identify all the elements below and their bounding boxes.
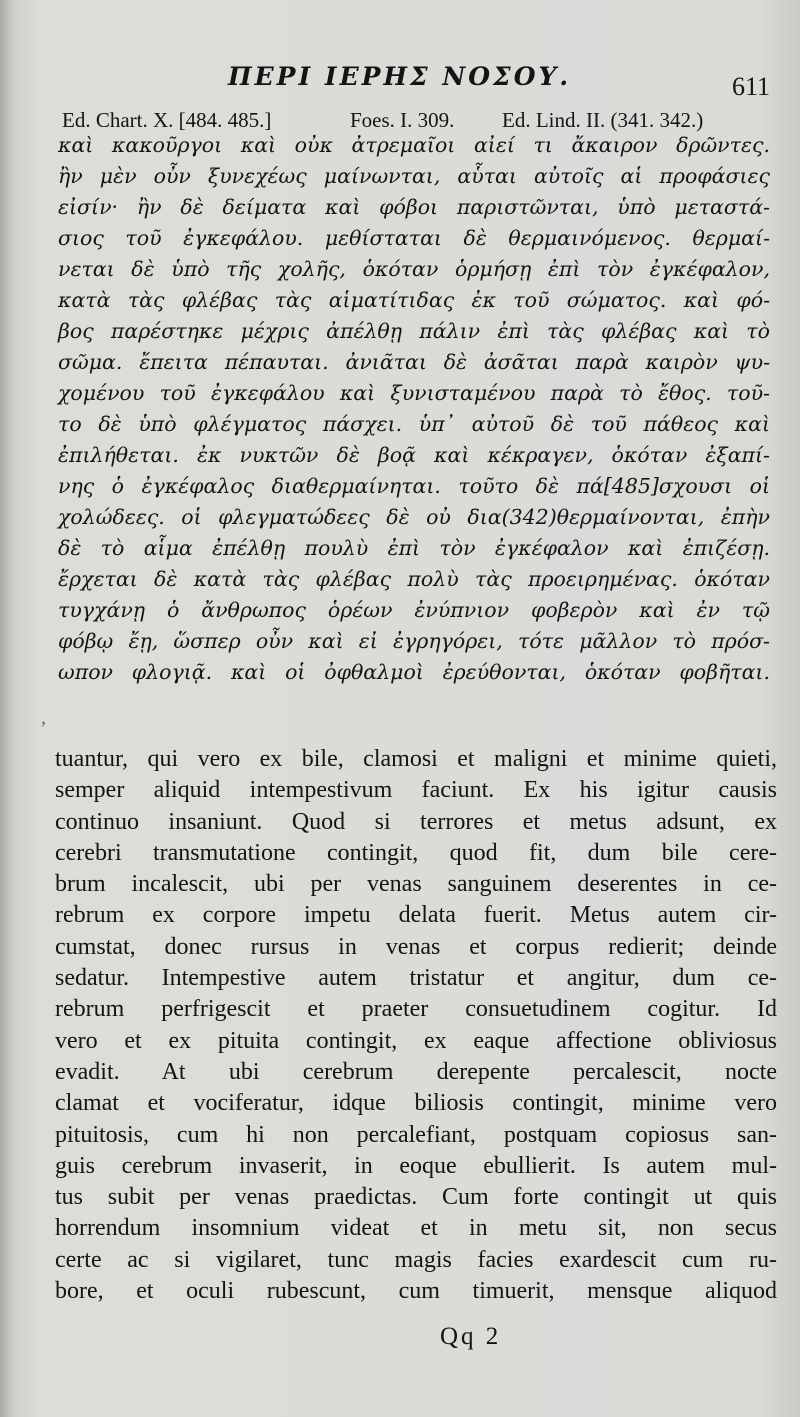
latin-text-line: rebrum ex corpore impetu delata fuerit. Metus autem cir- [55, 902, 777, 929]
greek-text-line: τυγχάνῃ ὁ ἄνθρωπος ὁρέων ἐνύπνιον φοβερὸν καὶ ἐν τῷ [58, 598, 770, 622]
latin-text-line: guis cerebrum invaserit, in eoque ebullierit. Is autem mul- [55, 1152, 777, 1179]
greek-text-line: χομένου τοῦ ἐγκεφάλου καὶ ξυνισταμένου παρὰ τὸ ἔθος. τοῦ- [58, 381, 770, 405]
latin-text-line: pituitosis, cum hi non percalefiant, postquam copiosus san- [55, 1121, 777, 1148]
latin-text-line: vero et ex pituita contingit, ex eaque affectione obliviosus [55, 1027, 777, 1054]
greek-text-line: σιος τοῦ ἐγκεφάλου. μεθίσταται δὲ θερμαινόμενος. θερμαί- [58, 226, 770, 250]
latin-text-line: rebrum perfrigescit et praeter consuetudinem cogitur. Id [55, 996, 777, 1023]
page-number: 611 [732, 72, 771, 101]
running-title: ΠΕΡΙ ΙΕΡΗΣ ΝΟΣΟΥ. [228, 62, 572, 91]
latin-text-line: tuantur, qui vero ex bile, clamosi et maligni et minime quieti, [55, 746, 777, 772]
latin-text-line: evadit. At ubi cerebrum derepente percalescit, nocte [55, 1058, 777, 1085]
latin-text-line: cumstat, donec rursus in venas et corpus redierit; deinde [55, 933, 777, 960]
greek-text-line: σῶμα. ἔπειτα πέπαυται. ἀνιᾶται δὲ ἀσᾶται παρὰ καιρὸν ψυ- [58, 350, 770, 374]
greek-text-line: ἔρχεται δὲ κατὰ τὰς φλέβας πολὺ τὰς προειρημένας. ὁκόταν [58, 567, 770, 591]
latin-text-line: semper aliquid intempestivum faciunt. Ex his igitur causis [55, 777, 777, 804]
foesius-reference: Foes. I. 309. [350, 108, 455, 132]
chartier-reference: Ed. Chart. X. [484. 485.] [62, 108, 272, 132]
greek-text-block [58, 130, 770, 688]
greek-text-line: φόβῳ ἔῃ, ὥσπερ οὖν καὶ εἰ ἐγρηγόρει, τότε μᾶλλον τὸ πρόσ- [58, 629, 770, 653]
greek-text-line: το δὲ ὑπὸ φλέγματος πάσχει. ὑπ᾽ αὐτοῦ δὲ τοῦ πάθεος καὶ [58, 412, 770, 436]
greek-text-line: δὲ τὸ αἷμα ἐπέλθῃ πουλὺ ἐπὶ τὸν ἐγκέφαλον καὶ ἐπιζέσῃ. [58, 536, 770, 560]
running-head [0, 58, 800, 101]
latin-text-line: clamat et vociferatur, idque biliosis contingit, minime vero [55, 1090, 777, 1117]
latin-text-line: sedatur. Intempestive autem tristatur et angitur, dum ce- [55, 965, 777, 992]
greek-text-line: εἰσίν· ἢν δὲ δείματα καὶ φόβοι παριστῶνται, ὑπὸ μεταστά- [58, 195, 770, 219]
greek-text-line: νης ὁ ἐγκέφαλος διαθερμαίνηται. τοῦτο δὲ πά[485]σχουσι οἱ [58, 474, 770, 498]
latin-text-line: cerebri transmutatione contingit, quod fit, dum bile cere- [55, 839, 777, 866]
latin-text-line: certe ac si vigilaret, tunc magis facies exardescit cum ru- [55, 1246, 777, 1273]
latin-text-line: horrendum insomnium videat et in metu sit, non secus [55, 1215, 777, 1242]
greek-text-line: βος παρέστηκε μέχρις ἀπέλθῃ πάλιν ἐπὶ τὰς φλέβας καὶ τὸ [58, 319, 770, 343]
latin-text-line: brum incalescit, ubi per venas sanguinem deserentes in ce- [55, 871, 777, 898]
signature-mark: Qq 2 [440, 1323, 502, 1350]
greek-text-line: ἢν μὲν οὖν ξυνεχέως μαίνωνται, αὗται αὐτοῖς αἱ προφάσιες [58, 164, 770, 188]
latin-text-line: tus subit per venas praedictas. Cum forte contingit ut quis [55, 1184, 777, 1211]
greek-text-line: ωπον φλογιᾷ. καὶ οἱ ὀφθαλμοὶ ἐρεύθονται, ὁκόταν φοβῆται. [58, 660, 770, 684]
latin-text-line: bore, et oculi rubescunt, cum timuerit, mensque aliquod [55, 1278, 777, 1305]
greek-text-line: κατὰ τὰς φλέβας τὰς αἱματίτιδας ἐκ τοῦ σώματος. καὶ φό- [58, 288, 770, 312]
linden-reference: Ed. Lind. II. (341. 342.) [502, 108, 704, 132]
greek-text-line: νεται δὲ ὑπὸ τῆς χολῆς, ὁκόταν ὁρμήσῃ ἐπὶ τὸν ἐγκέφαλον, [58, 257, 770, 281]
greek-text-line: χολώδεες. οἱ φλεγματώδεες δὲ οὐ δια(342)θερμαίνονται, ἐπὴν [58, 505, 770, 529]
latin-text-line: continuo insaniunt. Quod si terrores et metus adsunt, ex [55, 808, 777, 835]
section-divider-mark: ʼ [40, 718, 47, 740]
greek-text-line: καὶ κακοῦργοι καὶ οὐκ ἀτρεμαῖοι αἰεί τι ἄκαιρον δρῶντες. [58, 133, 770, 157]
latin-text-block [55, 744, 777, 1307]
greek-text-line: ἐπιλήθεται. ἐκ νυκτῶν δὲ βοᾷ καὶ κέκραγεν, ὁκόταν ἐξαπί- [58, 443, 770, 467]
